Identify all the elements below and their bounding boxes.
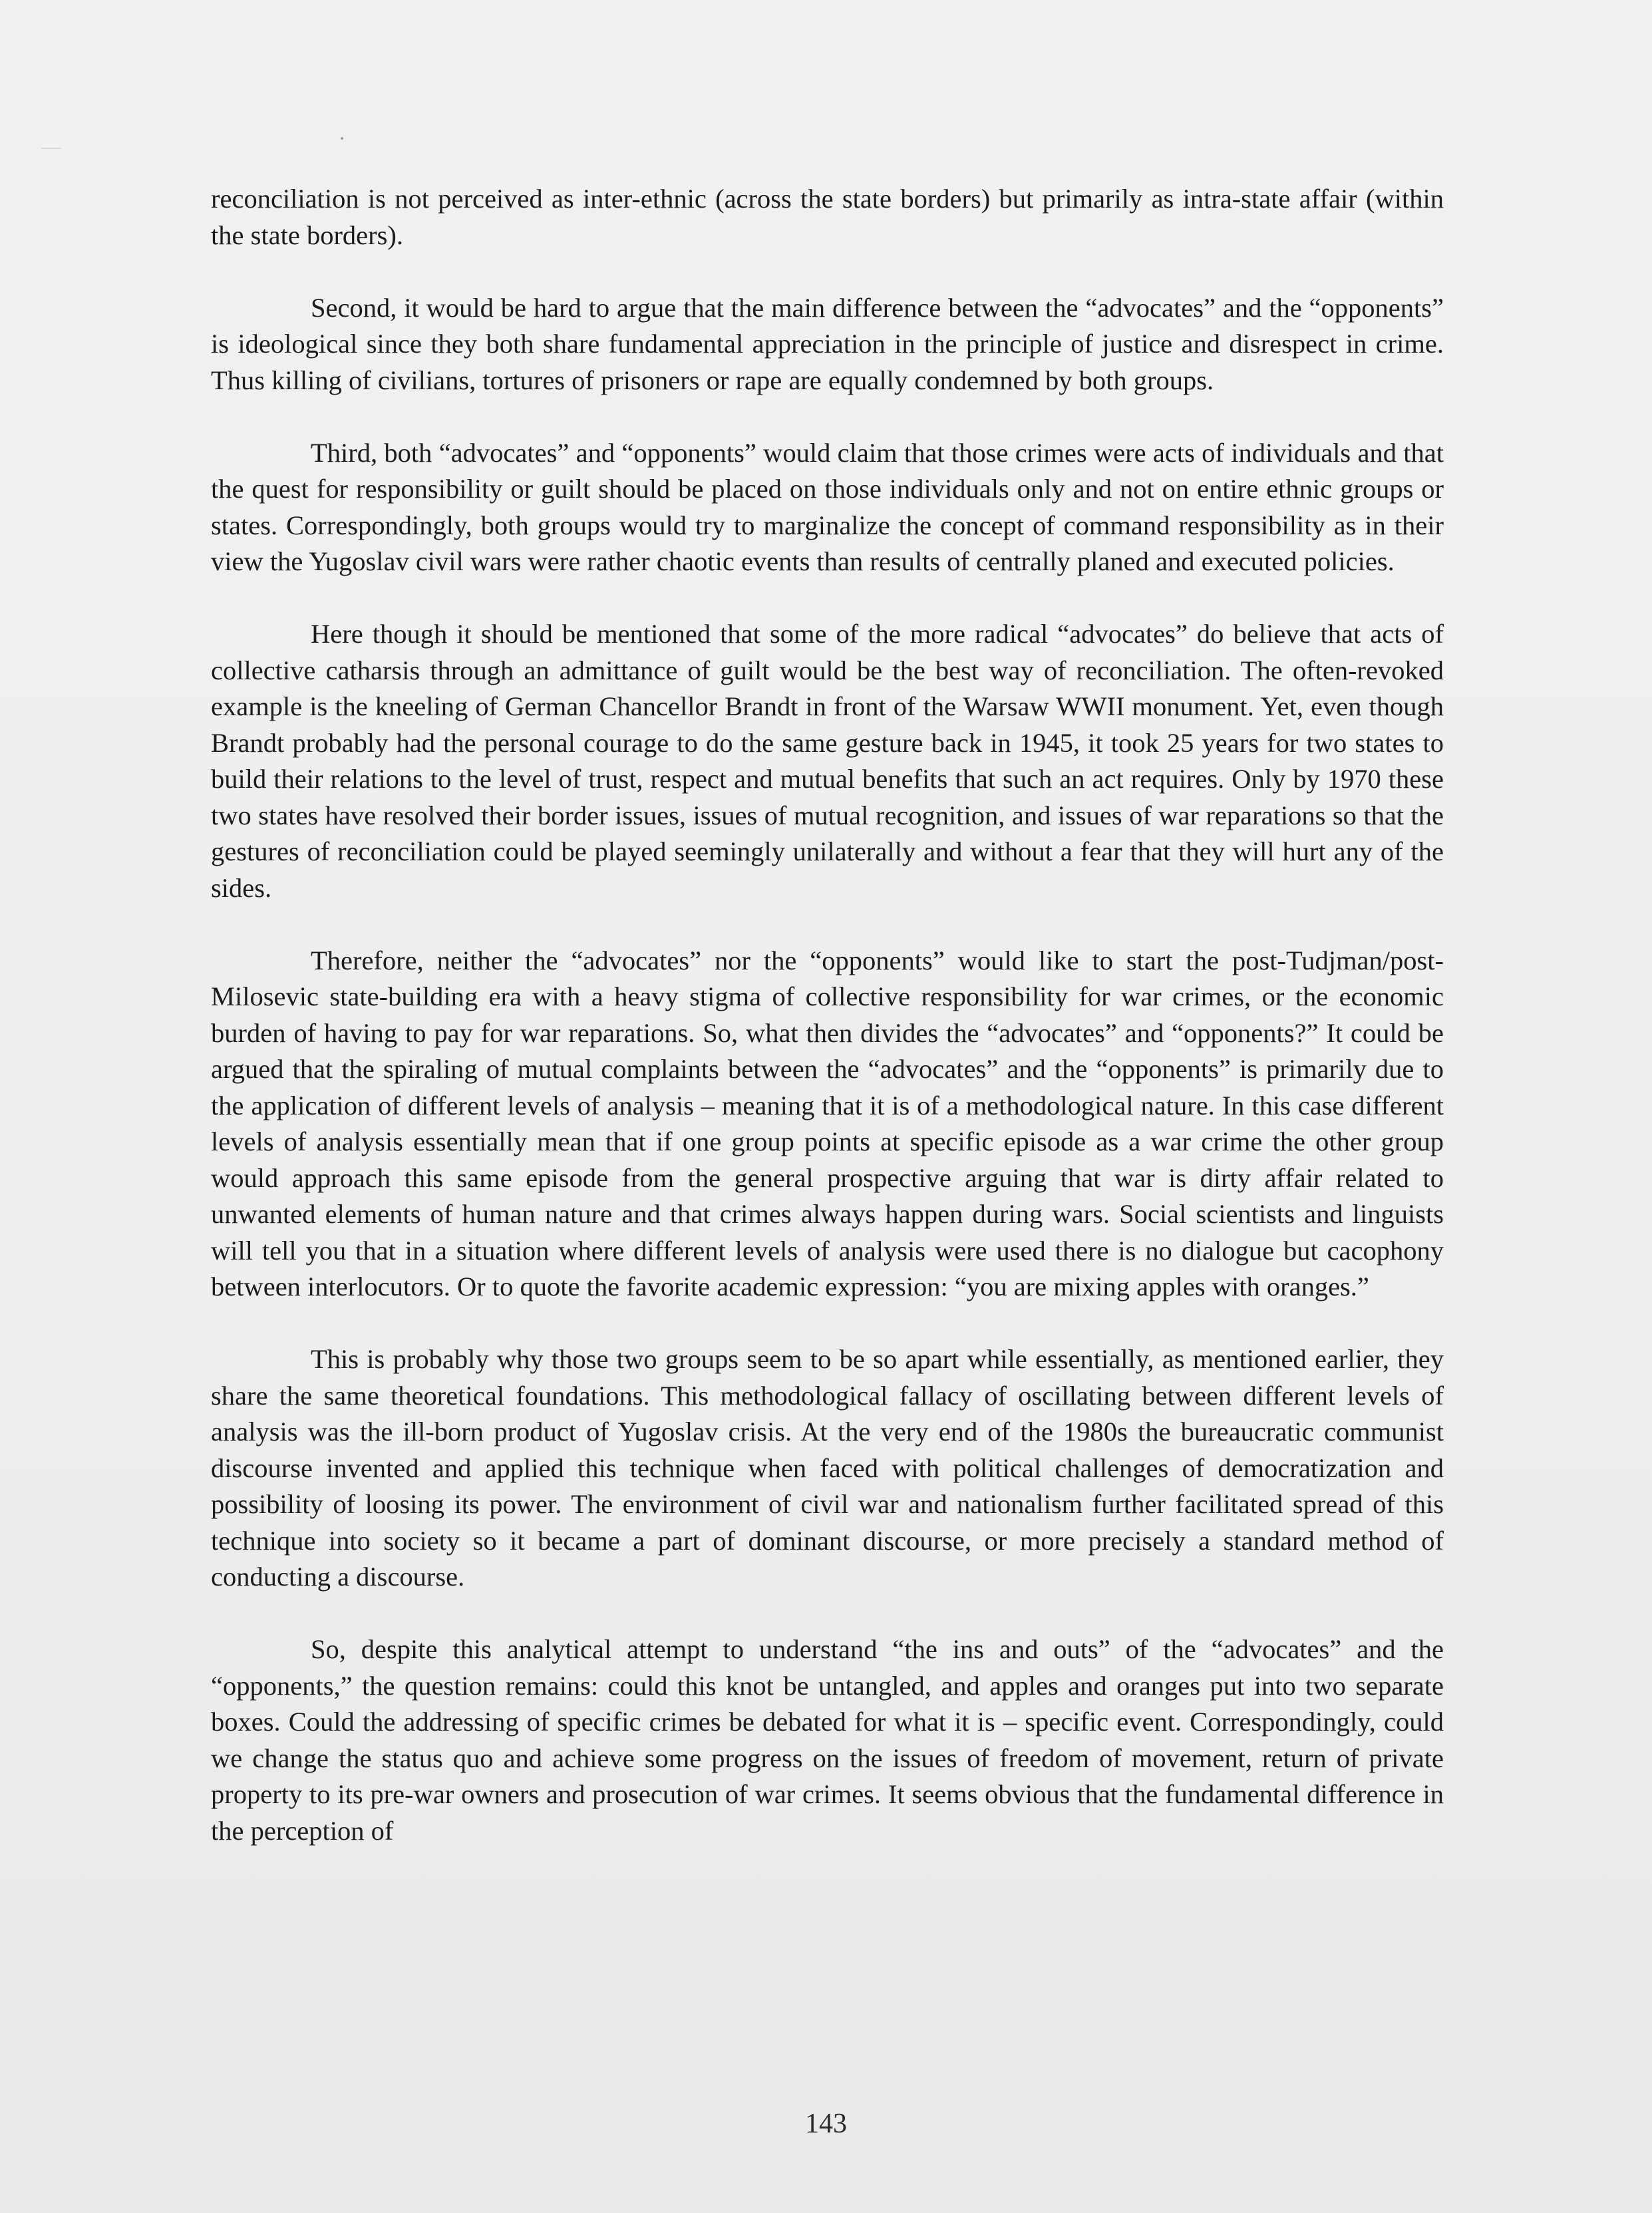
paragraph-brandt-example: Here though it should be mentioned that some of the more radical “advocates” do believe that acts of collective catharsis through an admittance of guilt would be the best way of reconciliation. The often-revoked example is the kneeling of German Chancellor Brandt in front of the Warsaw WWII monument. Yet, even though Brandt probably had the personal courage to do the same gesture back in 1945, it took 25 years for two states to build their relations to the level of trust, respect and mutual benefits that such an act requires. Only by 1970 these two states have resolved their border issues, issues of mutual recognition, and issues of war reparations so that the gestures of reconciliation could be played seemingly unilaterally and without a fear that they will hurt any of the sides. <box>211 619 1444 903</box>
paragraph-levels-of-analysis: Therefore, neither the “advocates” nor the “opponents” would like to start the post-Tudjman/post-Milosevic state-building era with a heavy stigma of collective responsibility for war crimes, or the economic burden of having to pay for war reparations. So, what then divides the “advocates” and “opponents?” It could be argued that the spiraling of mutual complaints between the “advocates” and the “opponents” is primarily due to the application of different levels of analysis – meaning that it is of a methodological nature. In this case different levels of analysis essentially mean that if one group points at specific episode as a war crime the other group would approach this same episode from the general prospective arguing that war is dirty affair related to unwanted elements of human nature and that crimes always happen during wars. Social scientists and linguists will tell you that in a situation where different levels of analysis were used there is no dialogue but cacophony between interlocutors. Or to quote the favorite academic expression: “you are mixing apples with oranges.” <box>211 945 1444 1301</box>
paragraph-methodological-fallacy: This is probably why those two groups seem to be so apart while essentially, as mentioned earlier, they share the same theoretical foundations. This methodological fallacy of oscillating between different levels of analysis was the ill-born product of Yugoslav crisis. At the very end of the 1980s the bureaucratic communist discourse invented and applied this technique when faced with political challenges of democratization and possibility of loosing its power. The environment of civil war and nationalism further facilitated spread of this technique into society so it became a part of dominant discourse, or more precisely a standard method of conducting a discourse. <box>211 1344 1444 1592</box>
paragraph-third: Third, both “advocates” and “opponents” would claim that those crimes were acts of individuals and that the quest for responsibility or guilt should be placed on those individuals only and not on entire ethnic groups or states. Correspondingly, both groups would try to marginalize the concept of command responsibility as in their view the Yugoslav civil wars were rather chaotic events than results of centrally planed and executed policies. <box>211 437 1444 576</box>
page-number: 143 <box>805 2109 847 2139</box>
paragraph-second: Second, it would be hard to argue that the main difference between the “advocates” and the “opponents” is ideological since they both share fundamental appreciation in the principle of justice and disrespect in crime. Thus killing of civilians, tortures of prisoners or rape are equally condemned by both groups. <box>211 292 1444 395</box>
scan-artifact-dot <box>341 137 343 140</box>
scan-artifact <box>41 148 61 149</box>
body-text <box>211 181 1444 1886</box>
paragraph-continuation: reconciliation is not perceived as inter-ethnic (across the state borders) but primarily as intra-state affair (within the state borders). <box>211 184 1444 250</box>
paragraph-conclusion: So, despite this analytical attempt to understand “the ins and outs” of the “advocates” and the “opponents,” the question remains: could this knot be untangled, and apples and oranges put into two separate boxes. Could the addressing of specific crimes be debated for what it is – specific event. Correspondingly, could we change the status quo and achieve some progress on the issues of freedom of movement, return of private property to its pre-war owners and prosecution of war crimes. It seems obvious that the fundamental difference in the perception of <box>211 1634 1444 1846</box>
